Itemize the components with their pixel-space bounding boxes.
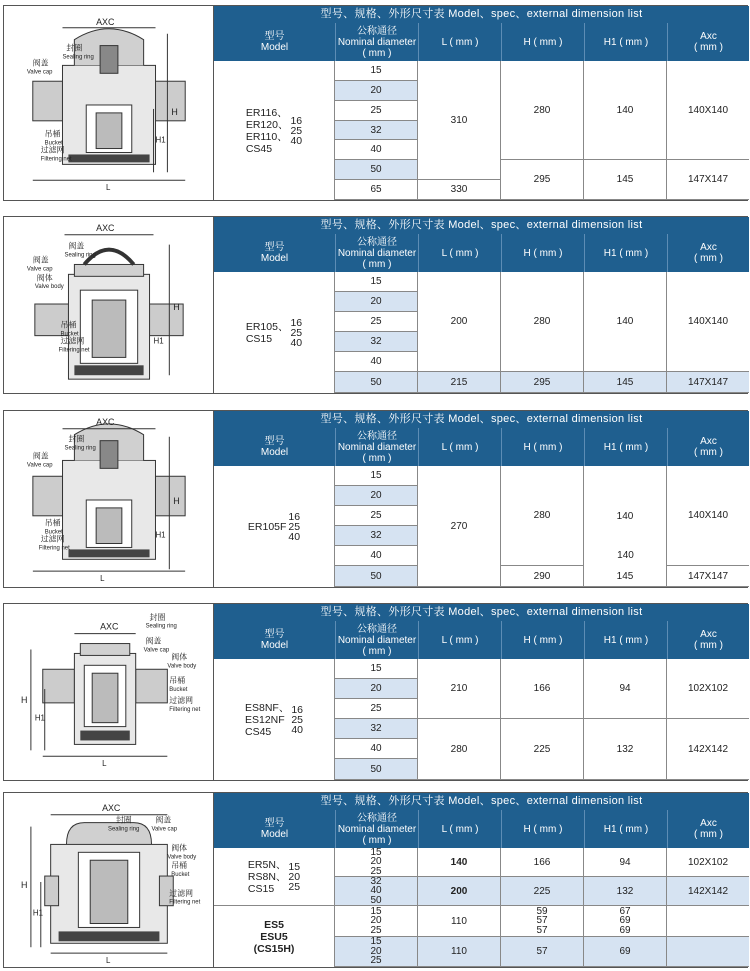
dn-cell: 20 (335, 486, 418, 506)
dn-cell: 32 (335, 526, 418, 546)
dn-cell: 50 (335, 566, 418, 587)
dn-cell: 32 (335, 332, 418, 352)
svg-text:L: L (100, 574, 105, 584)
svg-text:AXC: AXC (96, 416, 115, 427)
col-header-H1: H1 ( mm ) (584, 810, 667, 848)
col-header-nominal-diameter: 公称通径 Nominal diameter ( mm ) (335, 428, 418, 466)
H-cell: 225 (501, 719, 584, 780)
dn-cell: 40 (335, 352, 418, 372)
svg-text:H: H (173, 495, 180, 506)
dn-cell: 15 (335, 272, 418, 292)
svg-text:Valve cap: Valve cap (26, 69, 53, 76)
L-cell: 215 (418, 372, 501, 393)
svg-text:过滤网: 过滤网 (40, 534, 65, 544)
svg-text:阀盖: 阀盖 (155, 815, 172, 825)
svg-text:Filtering net: Filtering net (169, 706, 201, 713)
svg-text:过滤网: 过滤网 (169, 695, 194, 705)
col-header-H: H ( mm ) (501, 23, 584, 61)
L-cell: 140 (418, 848, 501, 877)
model-cell: ER116、 ER120、 ER110、 CS45 16 25 40 (214, 61, 335, 200)
axc-cell: 102X102 (667, 848, 749, 877)
col-header-model: 型号 Model (214, 428, 335, 466)
svg-text:封圈: 封圈 (68, 434, 85, 444)
col-header-nominal-diameter: 公称通径 Nominal diameter ( mm ) (335, 810, 418, 848)
axc-cell: 142X142 (667, 877, 749, 906)
svg-text:Bucket: Bucket (44, 140, 63, 147)
svg-text:H: H (21, 694, 28, 705)
dn-cell: 32 (335, 121, 418, 140)
steam-trap-drawing-2 (4, 217, 214, 393)
svg-text:Sealing ring: Sealing ring (62, 54, 94, 61)
axc-cell: 147X147 (667, 160, 749, 200)
L-cell: 310 (418, 61, 501, 180)
H-cell: 225 (501, 877, 584, 906)
svg-text:AXC: AXC (96, 222, 115, 233)
table-title: 型号、规格、外形尺寸表 Model、spec、external dimension list (214, 793, 749, 810)
spec-table-1 (214, 6, 749, 200)
steam-trap-drawing-3 (4, 411, 214, 587)
svg-text:H1: H1 (32, 908, 43, 918)
L-cell: 330 (418, 180, 501, 200)
dn-cell: 65 (335, 180, 418, 200)
H-cell: 295 (501, 372, 584, 393)
L-cell: 110 (418, 937, 501, 967)
col-header-H: H ( mm ) (501, 621, 584, 659)
axc-cell: 140X140 (667, 61, 749, 160)
model-cell: ES5 ESU5 (CS15H) (214, 906, 335, 967)
col-header-nominal-diameter: 公称通径 Nominal diameter ( mm ) (335, 23, 418, 61)
model-cell: ER5N、 RS8N、 CS15 15 20 25 (214, 848, 335, 906)
steam-trap-drawing-4 (4, 604, 214, 780)
model-cell: ES8NF、 ES12NF CS45 16 25 40 (214, 659, 335, 780)
svg-text:阀体: 阀体 (171, 843, 188, 853)
H1-cell: 145 (584, 160, 667, 200)
svg-text:AXC: AXC (102, 802, 121, 813)
spec-block-5 (3, 792, 748, 968)
col-header-L: L ( mm ) (418, 621, 501, 659)
svg-text:L: L (102, 759, 107, 769)
svg-text:Valve cap: Valve cap (143, 647, 170, 654)
dn-cell: 50 (335, 160, 418, 180)
axc-cell: 142X142 (667, 719, 749, 780)
steam-trap-drawing-5 (4, 793, 214, 967)
H-cell: 295 (501, 160, 584, 200)
svg-text:Sealing ring: Sealing ring (108, 826, 140, 833)
svg-text:Sealing ring: Sealing ring (145, 623, 177, 630)
col-header-H1: H1 ( mm ) (584, 23, 667, 61)
svg-text:H1: H1 (153, 336, 164, 346)
H-cell: 290 (501, 566, 584, 587)
table-title: 型号、规格、外形尺寸表 Model、spec、external dimension list (214, 6, 749, 23)
axc-cell: 140X140 (667, 466, 749, 566)
svg-text:阀盖: 阀盖 (145, 636, 162, 646)
svg-text:H: H (171, 106, 178, 117)
svg-text:Valve cap: Valve cap (26, 462, 53, 469)
svg-text:封圈: 封圈 (66, 43, 83, 53)
col-header-H: H ( mm ) (501, 234, 584, 272)
H-cell: 166 (501, 659, 584, 719)
svg-text:L: L (106, 183, 111, 193)
col-header-model: 型号 Model (214, 234, 335, 272)
svg-text:阀盖: 阀盖 (32, 451, 49, 461)
svg-text:阀盖: 阀盖 (68, 241, 85, 251)
svg-text:Bucket: Bucket (60, 331, 79, 338)
col-header-axc: Axc ( mm ) (667, 234, 749, 272)
H-cell: 57 (501, 937, 584, 967)
svg-text:Bucket: Bucket (171, 872, 190, 879)
axc-cell (667, 937, 749, 967)
col-header-H: H ( mm ) (501, 810, 584, 848)
H1-extra-value: 140 (617, 550, 634, 561)
L-cell: 270 (418, 466, 501, 587)
H1-cell: 140 (584, 61, 667, 160)
spec-block-2 (3, 216, 748, 394)
dn-cell: 40 (335, 546, 418, 566)
col-header-nominal-diameter: 公称通径 Nominal diameter ( mm ) (335, 234, 418, 272)
H1-cell: 145 (584, 372, 667, 393)
H1-cell: 140 (584, 466, 667, 566)
col-header-H1: H1 ( mm ) (584, 621, 667, 659)
svg-text:过滤网: 过滤网 (40, 145, 65, 155)
axc-cell: 102X102 (667, 659, 749, 719)
col-header-model: 型号 Model (214, 23, 335, 61)
svg-text:吊桶: 吊桶 (60, 320, 77, 330)
spec-table-2 (214, 217, 749, 393)
svg-text:吊桶: 吊桶 (169, 676, 186, 686)
col-header-axc: Axc ( mm ) (667, 23, 749, 61)
svg-text:阀盖: 阀盖 (32, 58, 49, 68)
col-header-L: L ( mm ) (418, 428, 501, 466)
col-header-L: L ( mm ) (418, 234, 501, 272)
col-header-L: L ( mm ) (418, 23, 501, 61)
svg-text:Sealing ring: Sealing ring (64, 252, 96, 259)
svg-text:H1: H1 (34, 713, 45, 723)
svg-text:H: H (173, 301, 180, 312)
svg-text:阀体: 阀体 (36, 273, 53, 283)
svg-text:Filtering net: Filtering net (58, 347, 90, 354)
steam-trap-diagram-icon (4, 604, 214, 780)
svg-text:Valve body: Valve body (167, 854, 197, 861)
dn-cell: 15 (335, 659, 418, 679)
axc-cell: 147X147 (667, 566, 749, 587)
spec-table-4 (214, 604, 749, 780)
svg-text:Valve body: Valve body (167, 663, 197, 670)
dn-cell: 15 (335, 466, 418, 486)
svg-text:封圈: 封圈 (115, 815, 132, 825)
dn-cell: 15 20 25 (335, 906, 418, 937)
svg-text:Filtering net: Filtering net (40, 156, 72, 163)
L-cell: 110 (418, 906, 501, 937)
col-header-model: 型号 Model (214, 810, 335, 848)
axc-cell: 140X140 (667, 272, 749, 372)
L-cell: 280 (418, 719, 501, 780)
H-cell: 59 57 57 (501, 906, 584, 937)
svg-text:过滤网: 过滤网 (60, 336, 85, 346)
dn-cell: 32 40 50 (335, 877, 418, 906)
svg-text:H1: H1 (155, 135, 166, 145)
steam-trap-diagram-icon (4, 411, 214, 587)
svg-text:吊桶: 吊桶 (171, 861, 188, 871)
axc-cell: 147X147 (667, 372, 749, 393)
dn-cell: 40 (335, 140, 418, 160)
L-cell: 200 (418, 877, 501, 906)
svg-text:阀体: 阀体 (171, 652, 188, 662)
dn-cell: 50 (335, 372, 418, 393)
svg-text:Valve cap: Valve cap (151, 826, 178, 833)
table-title: 型号、规格、外形尺寸表 Model、spec、external dimension list (214, 217, 749, 234)
col-header-H1: H1 ( mm ) (584, 234, 667, 272)
H1-cell: 67 69 69 (584, 906, 667, 937)
dn-cell: 25 (335, 101, 418, 121)
model-cell: ER105、 CS15 16 25 40 (214, 272, 335, 393)
dn-cell: 25 (335, 312, 418, 332)
col-header-nominal-diameter: 公称通径 Nominal diameter ( mm ) (335, 621, 418, 659)
H1-cell: 94 (584, 848, 667, 877)
H1-cell: 94 (584, 659, 667, 719)
H-cell: 280 (501, 272, 584, 372)
H1-cell: 132 (584, 719, 667, 780)
col-header-H1: H1 ( mm ) (584, 428, 667, 466)
spec-block-4 (3, 603, 748, 781)
H-cell: 280 (501, 466, 584, 566)
dn-cell: 40 (335, 739, 418, 759)
svg-text:吊桶: 吊桶 (44, 129, 61, 139)
col-header-axc: Axc ( mm ) (667, 621, 749, 659)
svg-text:H: H (21, 879, 28, 890)
spec-table-3 (214, 411, 749, 587)
col-header-axc: Axc ( mm ) (667, 810, 749, 848)
spec-table-5 (214, 793, 749, 967)
svg-text:封圈: 封圈 (149, 612, 166, 622)
H1-cell: 145 (584, 566, 667, 587)
spec-block-3 (3, 410, 748, 588)
dn-cell: 50 (335, 759, 418, 780)
dn-cell: 20 (335, 679, 418, 699)
H1-cell: 132 (584, 877, 667, 906)
axc-cell (667, 906, 749, 937)
svg-text:Sealing ring: Sealing ring (64, 445, 96, 452)
col-header-H: H ( mm ) (501, 428, 584, 466)
col-header-axc: Axc ( mm ) (667, 428, 749, 466)
col-header-model: 型号 Model (214, 621, 335, 659)
L-cell: 200 (418, 272, 501, 372)
dn-cell: 15 20 25 (335, 848, 418, 877)
L-cell: 210 (418, 659, 501, 719)
col-header-L: L ( mm ) (418, 810, 501, 848)
svg-text:Valve body: Valve body (34, 284, 64, 291)
svg-text:L: L (106, 956, 111, 966)
H1-cell: 69 (584, 937, 667, 967)
svg-text:Filtering net: Filtering net (38, 545, 70, 552)
H1-cell: 140 (584, 272, 667, 372)
dn-cell: 15 20 25 (335, 937, 418, 967)
svg-text:过滤网: 过滤网 (169, 888, 193, 898)
H-cell: 166 (501, 848, 584, 877)
steam-trap-drawing-1 (4, 6, 214, 200)
dn-cell: 25 (335, 506, 418, 526)
svg-text:阀盖: 阀盖 (32, 255, 49, 265)
svg-text:Filtering net: Filtering net (169, 899, 201, 906)
table-title: 型号、规格、外形尺寸表 Model、spec、external dimension list (214, 604, 749, 621)
steam-trap-diagram-icon (4, 6, 214, 200)
table-title: 型号、规格、外形尺寸表 Model、spec、external dimension list (214, 411, 749, 428)
dn-cell: 32 (335, 719, 418, 739)
steam-trap-diagram-icon (4, 793, 214, 967)
svg-text:吊桶: 吊桶 (44, 518, 61, 528)
dn-cell: 20 (335, 292, 418, 312)
H-cell: 280 (501, 61, 584, 160)
svg-text:Valve cap: Valve cap (26, 266, 53, 273)
svg-text:Bucket: Bucket (169, 687, 188, 694)
dn-cell: 20 (335, 81, 418, 101)
model-cell: ER105F 16 25 40 (214, 466, 335, 587)
svg-text:AXC: AXC (100, 621, 119, 632)
dn-cell: 15 (335, 61, 418, 81)
spec-block-1 (3, 5, 748, 201)
svg-text:Bucket: Bucket (44, 529, 63, 536)
steam-trap-diagram-icon (4, 217, 214, 393)
svg-text:H1: H1 (155, 530, 166, 540)
dn-cell: 25 (335, 699, 418, 719)
svg-text:AXC: AXC (96, 16, 115, 27)
